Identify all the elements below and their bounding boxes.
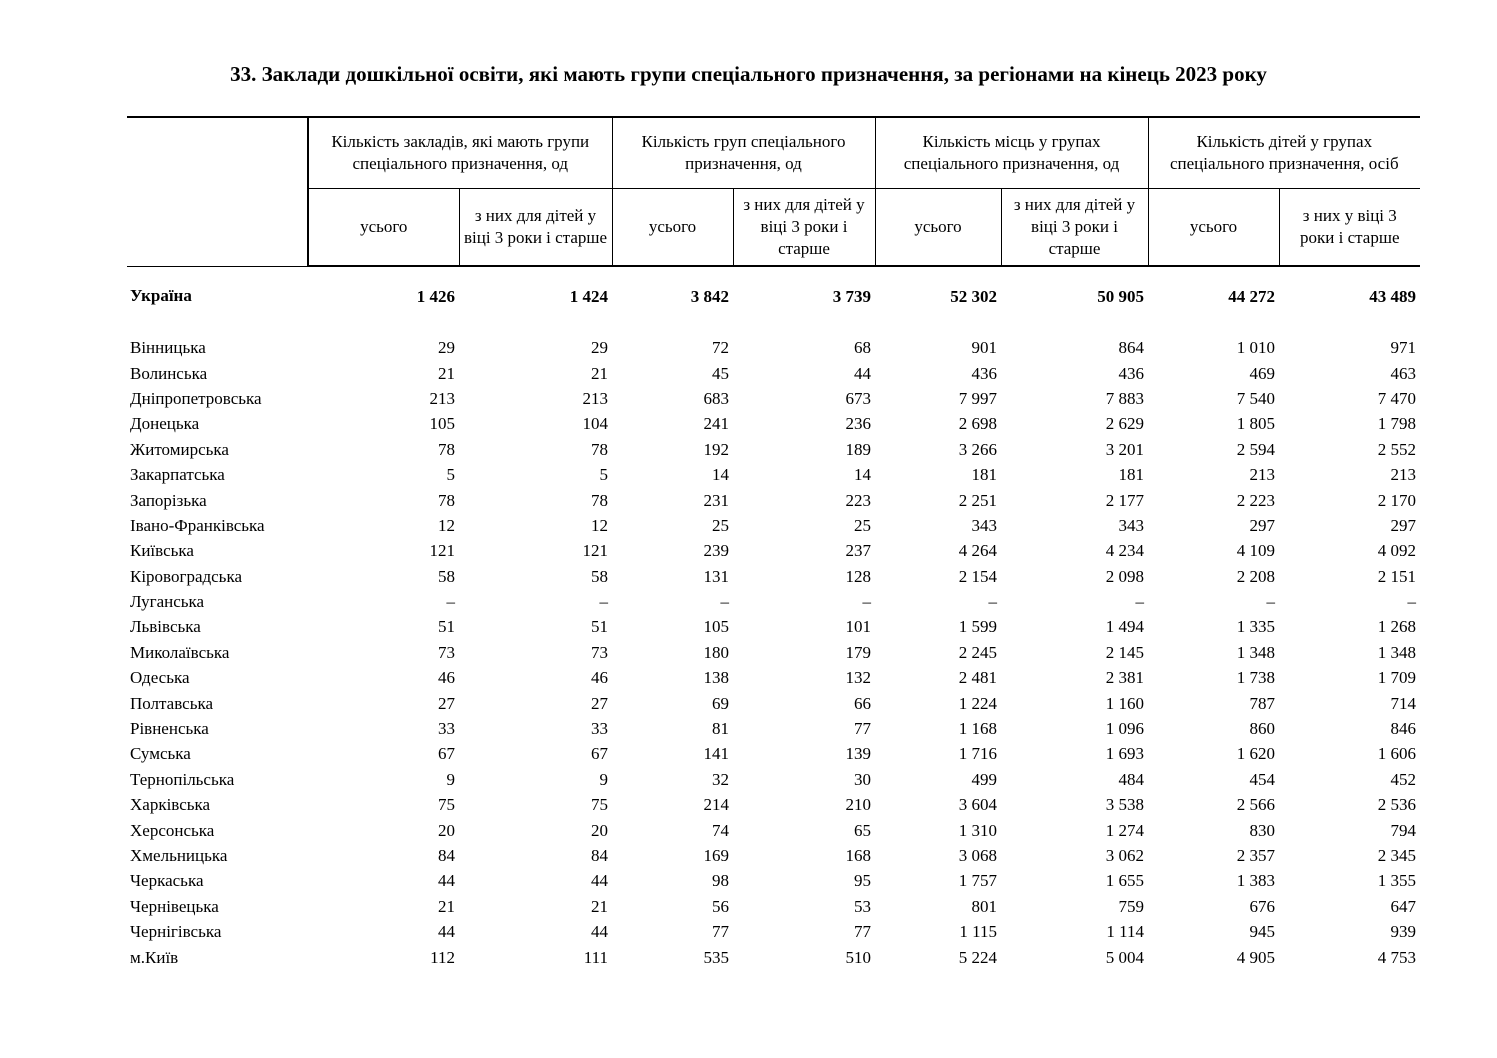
value-cell: 44 xyxy=(438,871,455,891)
value-cell: 5 004 xyxy=(1105,947,1145,967)
value-cell: 81 xyxy=(712,719,729,739)
value-cell: 84 xyxy=(438,846,455,865)
table-row xyxy=(127,690,1420,715)
region-name: Полтавська xyxy=(130,693,213,713)
table-row-total xyxy=(127,266,1420,335)
value-cell: 2 594 xyxy=(1236,439,1276,459)
table-row xyxy=(127,868,1420,893)
value-cell: 95 xyxy=(854,871,871,891)
value-cell: 2 154 xyxy=(958,566,997,586)
value-cell: 1 426 xyxy=(416,286,455,306)
value-cell: 69 xyxy=(712,693,729,713)
value-cell: 43 489 xyxy=(1369,286,1417,306)
value-cell: 236 xyxy=(845,414,871,434)
value-cell: 44 xyxy=(854,363,871,383)
value-cell: 2 251 xyxy=(958,490,997,510)
value-cell: 77 xyxy=(854,922,871,942)
value-cell: 98 xyxy=(712,871,729,891)
value-cell: 2 151 xyxy=(1377,566,1417,586)
region-name: Хмельницька xyxy=(130,846,228,865)
value-cell: – xyxy=(988,592,997,612)
value-cell: 21 xyxy=(438,363,455,383)
value-cell: 1 096 xyxy=(1105,719,1145,739)
region-name: Україна xyxy=(130,286,192,306)
value-cell: 1 655 xyxy=(1105,871,1145,891)
value-cell: 77 xyxy=(712,922,729,942)
value-cell: 7 540 xyxy=(1236,388,1276,408)
value-cell: 1 114 xyxy=(1106,922,1145,942)
value-cell: 121 xyxy=(429,541,455,561)
table-row xyxy=(127,716,1420,741)
value-cell: 7 883 xyxy=(1105,388,1145,408)
value-cell: 168 xyxy=(845,846,871,865)
table-row xyxy=(127,640,1420,665)
value-cell: – xyxy=(599,592,608,612)
value-cell: 180 xyxy=(703,642,729,662)
value-cell: 1 424 xyxy=(569,286,608,306)
value-cell: – xyxy=(1266,592,1276,612)
value-cell: 3 068 xyxy=(958,846,997,865)
region-name: Рівненська xyxy=(130,719,209,739)
table-row xyxy=(127,487,1420,512)
value-cell: 2 536 xyxy=(1377,795,1417,815)
value-cell: 1 310 xyxy=(958,820,997,840)
value-cell: 104 xyxy=(582,414,608,434)
value-cell: 214 xyxy=(703,795,729,815)
value-cell: 1 805 xyxy=(1236,414,1276,434)
table-row xyxy=(127,462,1420,487)
value-cell: 128 xyxy=(845,566,871,586)
page-title: 33. Заклади дошкільної освіти, які мають групи спеціального призначення, за регіонами на кінець 2023 року xyxy=(230,62,1267,86)
table-header xyxy=(127,117,1420,266)
value-cell: 436 xyxy=(971,363,997,383)
value-cell: 181 xyxy=(1118,465,1145,485)
table-row xyxy=(127,792,1420,817)
value-cell: 452 xyxy=(1390,769,1417,789)
value-cell: 20 xyxy=(591,820,608,840)
value-cell: 1 348 xyxy=(1377,642,1417,662)
value-cell: 241 xyxy=(703,414,729,434)
table-row xyxy=(127,944,1420,969)
value-cell: 105 xyxy=(429,414,455,434)
value-cell: 46 xyxy=(438,668,455,688)
value-cell: 14 xyxy=(854,465,871,485)
table-row xyxy=(127,919,1420,944)
value-cell: – xyxy=(446,592,455,612)
table-row xyxy=(127,817,1420,842)
value-cell: 1 620 xyxy=(1236,744,1276,764)
value-cell: 32 xyxy=(712,769,729,789)
value-cell: 846 xyxy=(1390,719,1417,739)
value-cell: 30 xyxy=(854,769,871,789)
value-cell: 33 xyxy=(591,719,608,739)
value-cell: 1 494 xyxy=(1105,617,1145,637)
value-cell: 73 xyxy=(438,642,455,662)
value-cell: 12 xyxy=(591,515,608,535)
value-cell: 1 606 xyxy=(1377,744,1417,764)
value-cell: 58 xyxy=(438,566,455,586)
value-cell: 25 xyxy=(712,515,729,535)
value-cell: 78 xyxy=(438,439,455,459)
value-cell: 469 xyxy=(1249,363,1276,383)
value-cell: 112 xyxy=(430,947,455,967)
value-cell: 1 693 xyxy=(1105,744,1145,764)
region-name: Миколаївська xyxy=(130,642,230,662)
value-cell: 189 xyxy=(845,439,871,459)
value-cell: 213 xyxy=(1249,465,1276,485)
value-cell: 231 xyxy=(703,490,729,510)
value-cell: 787 xyxy=(1249,693,1276,713)
value-cell: 1 348 xyxy=(1236,642,1276,662)
subheader-cell: з них для дітей у віці 3 роки і старше xyxy=(459,189,612,267)
value-cell: 75 xyxy=(438,795,455,815)
header-group-groups: Кількість груп спеціального призначення, од xyxy=(612,117,875,189)
value-cell: 2 223 xyxy=(1236,490,1276,510)
region-name: Чернівецька xyxy=(130,896,219,916)
value-cell: 714 xyxy=(1390,693,1417,713)
subheader-cell: з них для дітей у віці 3 роки і старше xyxy=(1001,189,1148,267)
value-cell: 27 xyxy=(438,693,455,713)
value-cell: 213 xyxy=(582,388,608,408)
value-cell: – xyxy=(862,592,871,612)
value-cell: 84 xyxy=(591,846,608,865)
value-cell: 132 xyxy=(845,668,871,688)
value-cell: 77 xyxy=(854,719,871,739)
value-cell: 78 xyxy=(438,490,455,510)
value-cell: 971 xyxy=(1390,338,1417,358)
value-cell: 510 xyxy=(845,947,871,967)
region-name: Запорізька xyxy=(130,490,207,510)
value-cell: 901 xyxy=(971,338,997,358)
region-name: Львівська xyxy=(130,617,201,637)
table-row xyxy=(127,589,1420,614)
value-cell: 1 798 xyxy=(1377,414,1417,434)
value-cell: – xyxy=(1407,592,1417,612)
value-cell: 2 552 xyxy=(1377,439,1417,459)
value-cell: 44 xyxy=(438,922,455,942)
header-corner-cell xyxy=(127,117,308,266)
value-cell: 830 xyxy=(1249,820,1276,840)
value-cell: 759 xyxy=(1118,896,1145,916)
value-cell: 67 xyxy=(438,744,455,764)
value-cell: – xyxy=(720,592,729,612)
value-cell: 2 357 xyxy=(1236,846,1276,865)
table-row xyxy=(127,843,1420,868)
value-cell: 210 xyxy=(845,795,871,815)
value-cell: 297 xyxy=(1249,515,1276,535)
subheader-cell: усього xyxy=(1148,189,1279,267)
value-cell: 3 739 xyxy=(832,286,871,306)
value-cell: 945 xyxy=(1249,922,1276,942)
region-name: Закарпатська xyxy=(130,465,225,485)
value-cell: 4 753 xyxy=(1377,947,1417,967)
value-cell: 1 709 xyxy=(1377,668,1417,688)
value-cell: 1 160 xyxy=(1105,693,1145,713)
value-cell: 3 266 xyxy=(958,439,997,459)
value-cell: 45 xyxy=(712,363,729,383)
value-cell: 1 757 xyxy=(958,871,997,891)
value-cell: 52 302 xyxy=(950,286,997,306)
value-cell: 1 716 xyxy=(958,744,997,764)
table-row xyxy=(127,767,1420,792)
value-cell: 2 381 xyxy=(1105,668,1145,688)
value-cell: 111 xyxy=(583,947,608,967)
value-cell: 73 xyxy=(591,642,608,662)
value-cell: 9 xyxy=(599,769,608,789)
value-cell: 105 xyxy=(703,617,729,637)
value-cell: 7 997 xyxy=(958,388,997,408)
region-name: Дніпропетровська xyxy=(130,388,262,408)
region-name: Кіровоградська xyxy=(130,566,242,586)
value-cell: 673 xyxy=(845,388,871,408)
value-cell: 213 xyxy=(1390,465,1417,485)
value-cell: 5 xyxy=(446,465,455,485)
value-cell: 67 xyxy=(591,744,608,764)
value-cell: 2 145 xyxy=(1105,642,1145,662)
value-cell: 2 245 xyxy=(958,642,997,662)
value-cell: 56 xyxy=(712,896,729,916)
value-cell: 4 109 xyxy=(1236,541,1276,561)
value-cell: 179 xyxy=(845,642,871,662)
region-name: Донецька xyxy=(130,414,200,434)
value-cell: 864 xyxy=(1118,338,1145,358)
value-cell: 213 xyxy=(429,388,455,408)
table-row xyxy=(127,411,1420,436)
value-cell: 1 335 xyxy=(1236,617,1276,637)
value-cell: 53 xyxy=(854,896,871,916)
value-cell: 297 xyxy=(1390,515,1417,535)
value-cell: 12 xyxy=(438,515,455,535)
region-name: Вінницька xyxy=(130,338,206,358)
value-cell: 46 xyxy=(591,668,608,688)
value-cell: 33 xyxy=(438,719,455,739)
value-cell: 29 xyxy=(438,338,455,358)
value-cell: 939 xyxy=(1390,922,1417,942)
value-cell: 20 xyxy=(438,820,455,840)
table-row xyxy=(127,386,1420,411)
table-row xyxy=(127,335,1420,360)
value-cell: 1 383 xyxy=(1236,871,1276,891)
value-cell: 66 xyxy=(854,693,871,713)
value-cell: 1 010 xyxy=(1236,338,1276,358)
value-cell: 2 629 xyxy=(1105,414,1145,434)
value-cell: 343 xyxy=(1118,515,1145,535)
value-cell: 647 xyxy=(1390,896,1417,916)
region-name: Одеська xyxy=(130,668,190,688)
table-row xyxy=(127,564,1420,589)
value-cell: 51 xyxy=(591,617,608,637)
table-row xyxy=(127,538,1420,563)
value-cell: 192 xyxy=(703,439,729,459)
value-cell: 237 xyxy=(845,541,871,561)
region-name: Івано-Франківська xyxy=(130,515,265,535)
value-cell: 1 224 xyxy=(958,693,997,713)
value-cell: 78 xyxy=(591,490,608,510)
value-cell: 4 905 xyxy=(1236,947,1276,967)
value-cell: 2 481 xyxy=(958,668,997,688)
value-cell: 131 xyxy=(703,566,729,586)
region-name: Житомирська xyxy=(130,439,229,459)
value-cell: 3 201 xyxy=(1105,439,1145,459)
value-cell: 141 xyxy=(703,744,729,764)
value-cell: 1 115 xyxy=(959,922,997,942)
value-cell: 860 xyxy=(1249,719,1276,739)
region-name: Херсонська xyxy=(130,820,215,840)
value-cell: 9 xyxy=(446,769,455,789)
value-cell: 29 xyxy=(591,338,608,358)
value-cell: 65 xyxy=(854,820,871,840)
value-cell: 4 092 xyxy=(1377,541,1417,561)
value-cell: 21 xyxy=(591,896,608,916)
region-name: Тернопільська xyxy=(130,769,235,789)
value-cell: 139 xyxy=(845,744,871,764)
region-name: Черкаська xyxy=(130,871,204,891)
value-cell: 801 xyxy=(971,896,997,916)
value-cell: 44 xyxy=(591,922,608,942)
value-cell: 4 234 xyxy=(1105,541,1145,561)
value-cell: 2 177 xyxy=(1105,490,1145,510)
subheader-cell: усього xyxy=(875,189,1001,267)
value-cell: 44 xyxy=(591,871,608,891)
value-cell: 68 xyxy=(854,338,871,358)
value-cell: 78 xyxy=(591,439,608,459)
value-cell: 1 599 xyxy=(958,617,997,637)
value-cell: 74 xyxy=(712,820,729,840)
value-cell: 2 345 xyxy=(1377,846,1417,865)
header-group-institutions: Кількість закладів, які мають групи спеціального призначення, од xyxy=(308,117,612,189)
value-cell: 7 470 xyxy=(1377,388,1417,408)
value-cell: 3 842 xyxy=(690,286,729,306)
table-row xyxy=(127,513,1420,538)
value-cell: 794 xyxy=(1390,820,1417,840)
value-cell: 1 355 xyxy=(1377,871,1417,891)
value-cell: 3 062 xyxy=(1105,846,1145,865)
value-cell: 2 208 xyxy=(1236,566,1276,586)
value-cell: 343 xyxy=(971,515,997,535)
value-cell: 138 xyxy=(703,668,729,688)
value-cell: 5 xyxy=(599,465,608,485)
value-cell: 3 604 xyxy=(958,795,997,815)
subheader-cell: з них у віці 3 роки і старше xyxy=(1279,189,1420,267)
value-cell: 121 xyxy=(582,541,608,561)
value-cell: 21 xyxy=(438,896,455,916)
table-row xyxy=(127,894,1420,919)
value-cell: 1 268 xyxy=(1377,617,1417,637)
value-cell: 454 xyxy=(1249,769,1276,789)
subheader-cell: усього xyxy=(612,189,733,267)
value-cell: 223 xyxy=(845,490,871,510)
value-cell: 5 224 xyxy=(958,947,997,967)
value-cell: 27 xyxy=(591,693,608,713)
value-cell: 1 738 xyxy=(1236,668,1276,688)
subheader-cell: з них для дітей у віці 3 роки і старше xyxy=(733,189,875,267)
value-cell: – xyxy=(1135,592,1145,612)
value-cell: 72 xyxy=(712,338,729,358)
value-cell: 499 xyxy=(971,769,997,789)
table-row xyxy=(127,360,1420,385)
table-row xyxy=(127,665,1420,690)
statistics-table xyxy=(127,116,1420,970)
value-cell: 484 xyxy=(1118,769,1145,789)
region-name: Чернігівська xyxy=(130,922,222,942)
table-row xyxy=(127,614,1420,639)
value-cell: 44 272 xyxy=(1228,286,1276,306)
value-cell: 3 538 xyxy=(1105,795,1145,815)
value-cell: 2 098 xyxy=(1105,566,1145,586)
value-cell: 1 168 xyxy=(958,719,997,739)
value-cell: 75 xyxy=(591,795,608,815)
subheader-cell: усього xyxy=(308,189,459,267)
value-cell: 51 xyxy=(438,617,455,637)
table-row xyxy=(127,437,1420,462)
value-cell: 676 xyxy=(1249,896,1276,916)
table-row xyxy=(127,741,1420,766)
value-cell: 14 xyxy=(712,465,729,485)
value-cell: 463 xyxy=(1390,363,1417,383)
value-cell: 535 xyxy=(703,947,729,967)
value-cell: 101 xyxy=(845,617,871,637)
value-cell: 436 xyxy=(1118,363,1145,383)
value-cell: 58 xyxy=(591,566,608,586)
value-cell: 2 170 xyxy=(1377,490,1417,510)
region-name: Волинська xyxy=(130,363,208,383)
value-cell: 2 698 xyxy=(958,414,997,434)
region-name: Київська xyxy=(130,541,194,561)
value-cell: 169 xyxy=(703,846,729,865)
value-cell: 683 xyxy=(703,388,729,408)
region-name: Харківська xyxy=(130,795,211,815)
region-name: м.Київ xyxy=(130,947,179,967)
value-cell: 239 xyxy=(703,541,729,561)
value-cell: 25 xyxy=(854,515,871,535)
value-cell: 1 274 xyxy=(1105,820,1145,840)
region-name: Сумська xyxy=(130,744,191,764)
value-cell: 21 xyxy=(591,363,608,383)
value-cell: 50 905 xyxy=(1097,286,1145,306)
header-group-children: Кількість дітей у групах спеціального призначення, осіб xyxy=(1148,117,1420,189)
header-group-places: Кількість місць у групах спеціального призначення, од xyxy=(875,117,1148,189)
value-cell: 2 566 xyxy=(1236,795,1276,815)
value-cell: 181 xyxy=(971,465,997,485)
region-name: Луганська xyxy=(130,592,205,612)
table-body xyxy=(127,266,1420,970)
value-cell: 4 264 xyxy=(958,541,997,561)
